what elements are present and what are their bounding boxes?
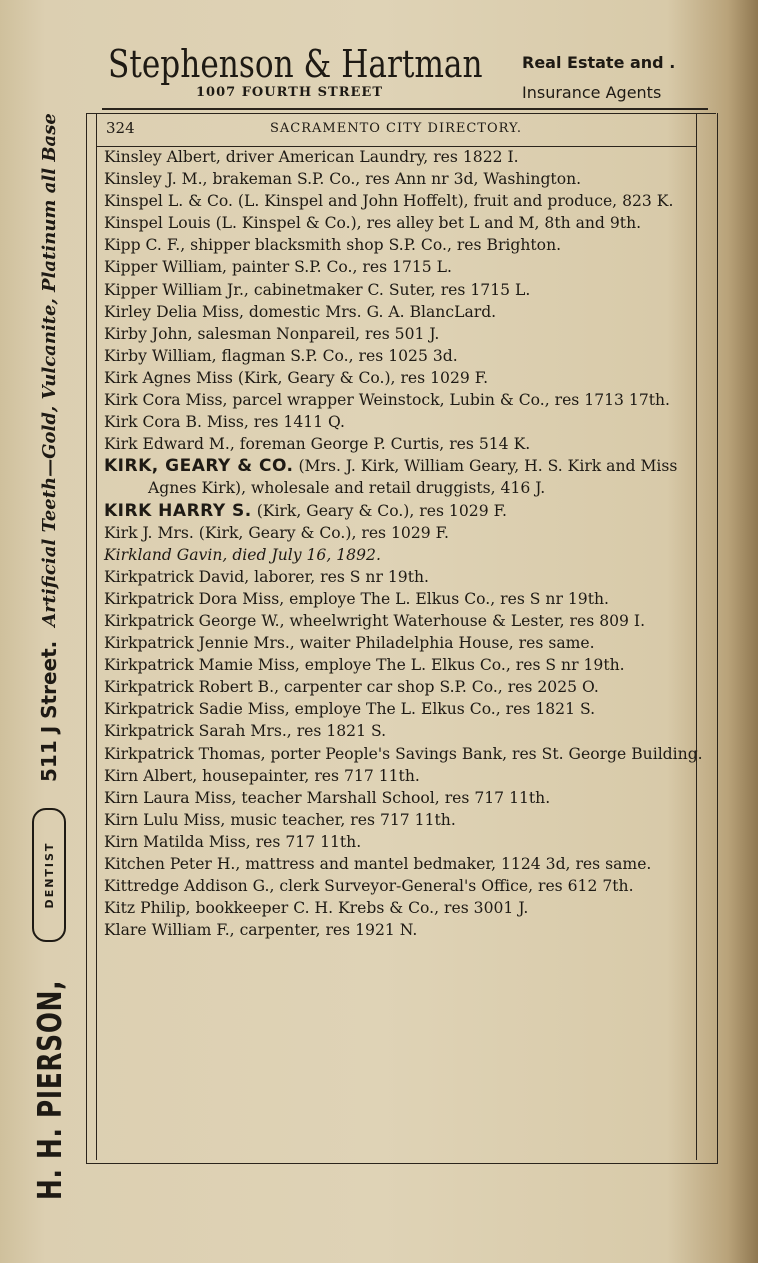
header-service-line-2: Insurance Agents bbox=[522, 83, 662, 102]
directory-entry bbox=[104, 743, 708, 765]
entry-text: Kirn Laura Miss, teacher Marshall School, res 717 11th. bbox=[104, 788, 551, 807]
entry-text: Kirn Lulu Miss, music teacher, res 717 11th. bbox=[104, 810, 456, 829]
directory-entry bbox=[104, 455, 708, 499]
directory-entry bbox=[104, 610, 708, 632]
entry-text: Kirkland Gavin, died July 16, 1892. bbox=[104, 545, 381, 564]
directory-entry bbox=[104, 632, 708, 654]
directory-entry bbox=[104, 787, 708, 809]
directory-entry bbox=[104, 919, 708, 941]
directory-entry bbox=[104, 433, 708, 455]
directory-entry bbox=[104, 676, 708, 698]
entry-text: Kipp C. F., shipper blacksmith shop S.P. Co., res Brighton. bbox=[104, 236, 562, 255]
header-rule bbox=[102, 108, 708, 110]
entry-text: Kirkpatrick Dora Miss, employe The L. Elkus Co., res S nr 19th. bbox=[104, 589, 609, 608]
frame-inner-left bbox=[96, 114, 97, 1160]
entry-text: Kirk Cora B. Miss, res 1411 Q. bbox=[104, 413, 346, 432]
entry-text: Kitz Philip, bookkeeper C. H. Krebs & Co., res 3001 J. bbox=[104, 899, 529, 918]
directory-entry bbox=[104, 654, 708, 676]
page-title: SACRAMENTO CITY DIRECTORY. bbox=[270, 121, 523, 136]
directory-entry bbox=[104, 301, 708, 323]
entry-text: Kirk J. Mrs. (Kirk, Geary & Co.), res 1029 F. bbox=[104, 523, 449, 542]
directory-entry bbox=[104, 389, 708, 411]
directory-entry bbox=[104, 190, 708, 212]
entry-bold-name: KIRK, GEARY & CO. bbox=[104, 456, 294, 477]
entry-text: Kirkpatrick Sarah Mrs., res 1821 S. bbox=[104, 722, 387, 741]
side-ad-banner: DENTIST bbox=[32, 808, 66, 942]
entry-text: Kirby John, salesman Nonpareil, res 501 J. bbox=[104, 324, 440, 343]
directory-entry bbox=[104, 323, 708, 345]
frame-top-rule bbox=[86, 113, 716, 114]
entry-text: (Mrs. J. Kirk, William Geary, H. S. Kirk and Miss Agnes Kirk), wholesale and retail druggists, 416 J. bbox=[148, 457, 678, 498]
entry-text: Kirkpatrick George W., wheelwright Waterhouse & Lester, res 809 I. bbox=[104, 611, 646, 630]
entry-text: Kirn Matilda Miss, res 717 11th. bbox=[104, 832, 362, 851]
entry-bold-name: KIRK HARRY S. bbox=[104, 500, 252, 521]
side-ad-street: 511 J Street. bbox=[37, 640, 61, 782]
entry-text: Kirkpatrick Robert B., carpenter car shop S.P. Co., res 2025 O. bbox=[104, 678, 599, 697]
header-address: 1007 FOURTH STREET bbox=[196, 85, 384, 100]
entry-text: Kinspel L. & Co. (L. Kinspel and John Hoffelt), fruit and produce, 823 K. bbox=[104, 192, 674, 211]
entry-text: Kipper William, painter S.P. Co., res 1715 L. bbox=[104, 258, 452, 277]
entry-text: Kirby William, flagman S.P. Co., res 1025 3d. bbox=[104, 346, 458, 365]
entry-text: Kitchen Peter H., mattress and mantel bedmaker, 1124 3d, res same. bbox=[104, 855, 652, 873]
directory-entries bbox=[104, 146, 708, 941]
page-number: 324 bbox=[106, 119, 135, 137]
header-service-line-1: Real Estate and . bbox=[522, 53, 676, 72]
directory-entry bbox=[104, 367, 708, 389]
side-advertisement bbox=[29, 80, 69, 1200]
side-ad-name: H. H. PIERSON, bbox=[29, 979, 69, 1200]
entry-text: Kirk Cora Miss, parcel wrapper Weinstock, Lubin & Co., res 1713 17th. bbox=[104, 391, 671, 410]
side-ad-tagline: Artificial Teeth—Gold, Vulcanite, Platinum all Base bbox=[38, 113, 60, 627]
directory-entry bbox=[104, 698, 708, 720]
directory-entry bbox=[104, 566, 708, 588]
entry-text: Klare William F., carpenter, res 1921 N. bbox=[104, 921, 418, 940]
directory-entry bbox=[104, 168, 708, 190]
directory-entry bbox=[104, 234, 708, 256]
directory-entry bbox=[104, 720, 708, 742]
entry-text: Kirley Delia Miss, domestic Mrs. G. A. BlancLard. bbox=[104, 302, 497, 321]
directory-entry bbox=[104, 212, 708, 234]
entry-text: Kipper William Jr., cabinetmaker C. Suter, res 1715 L. bbox=[104, 280, 531, 299]
entry-text: Kinspel Louis (L. Kinspel & Co.), res alley bet L and M, 8th and 9th. bbox=[104, 214, 642, 233]
directory-entry bbox=[104, 897, 708, 919]
entry-text: Kirkpatrick Jennie Mrs., waiter Philadelphia House, res same. bbox=[104, 634, 595, 653]
directory-entry bbox=[104, 411, 708, 433]
directory-entry bbox=[104, 522, 708, 544]
directory-entry bbox=[104, 809, 708, 831]
entry-text: Kirkpatrick Thomas, porter People's Savings Bank, res St. George Building. bbox=[104, 744, 703, 763]
header-firm-name: Stephenson & Hartman bbox=[108, 42, 483, 86]
directory-entry bbox=[104, 544, 708, 566]
entry-text: Kirk Edward M., foreman George P. Curtis, res 514 K. bbox=[104, 435, 531, 454]
entry-text: Kinsley J. M., brakeman S.P. Co., res Ann nr 3d, Washington. bbox=[104, 170, 582, 189]
entry-text: (Kirk, Geary & Co.), res 1029 F. bbox=[251, 501, 507, 520]
entry-text: Kirkpatrick Sadie Miss, employe The L. Elkus Co., res 1821 S. bbox=[104, 700, 596, 719]
entry-text: Kirn Albert, housepainter, res 717 11th. bbox=[104, 766, 420, 785]
directory-entry bbox=[104, 765, 708, 787]
directory-entry bbox=[104, 500, 708, 522]
entry-text: Kirk Agnes Miss (Kirk, Geary & Co.), res 1029 F. bbox=[104, 368, 489, 387]
directory-entry bbox=[104, 875, 708, 897]
directory-entry bbox=[104, 853, 708, 875]
entry-text: Kirkpatrick David, laborer, res S nr 19th. bbox=[104, 567, 429, 586]
entry-text: Kirkpatrick Mamie Miss, employe The L. Elkus Co., res S nr 19th. bbox=[104, 656, 625, 675]
directory-entry bbox=[104, 588, 708, 610]
directory-entry bbox=[104, 279, 708, 301]
entry-text: Kinsley Albert, driver American Laundry, res 1822 I. bbox=[104, 148, 519, 166]
directory-entry bbox=[104, 256, 708, 278]
header-services bbox=[522, 48, 722, 108]
directory-entry bbox=[104, 831, 708, 853]
directory-entry bbox=[104, 345, 708, 367]
entry-text: Kittredge Addison G., clerk Surveyor-General's Office, res 612 7th. bbox=[104, 877, 634, 896]
directory-entry bbox=[104, 146, 708, 168]
